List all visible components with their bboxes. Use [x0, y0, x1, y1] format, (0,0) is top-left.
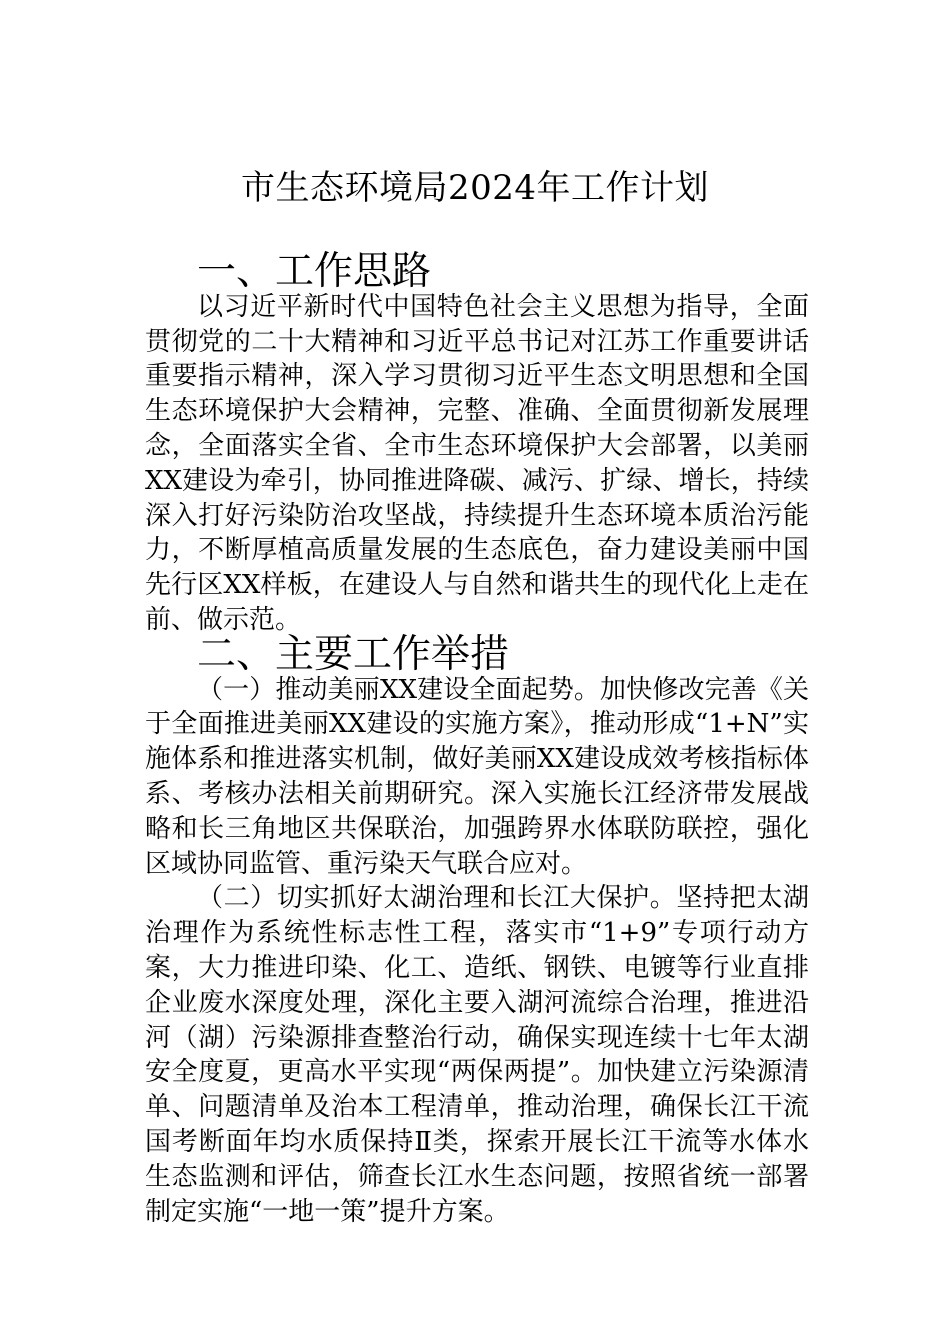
document-body — [145, 249, 809, 1229]
paragraph-measure-2: （二）切实抓好太湖治理和长江大保护。坚持把太湖治理作为系统性标志性工程，落实市“1+9”专项行动方案，大力推进印染、化工、造纸、钢铁、电镀等行业直排企业废水深度处理，深化主要入湖河流综合治理，推进沿河（湖）污染源排查整治行动，确保实现连续十七年太湖安全度夏，更高水平实现“两保两提”。加快建立污染源清单、问题清单及治本工程清单，推动治理，确保长江干流国考断面年均水质保持Ⅱ类，探索开展长江干流等水体水生态监测和评估，筛查长江水生态问题，按照省统一部署制定实施“一地一策”提升方案。 — [145, 883, 809, 1227]
paragraph-measure-1: （一）推动美丽XX建设全面起势。加快修改完善《关于全面推进美丽XX建设的实施方案》，推动形成“1+N”实施体系和推进落实机制，做好美丽XX建设成效考核指标体系、考核办法相关前期研究。深入实施长江经济带发展战略和长三角地区共保联治，加强跨界水体联防联控，强化区域协同监管、重污染天气联合应对。 — [145, 674, 809, 879]
section-heading-work-approach: 一、工作思路 — [197, 249, 432, 294]
document-title: 市生态环境局2024年工作计划 — [240, 168, 710, 208]
section-heading-main-measures: 二、主要工作举措 — [197, 631, 510, 677]
paragraph-work-approach: 以习近平新时代中国特色社会主义思想为指导，全面贯彻党的二十大精神和习近平总书记对江苏工作重要讲话重要指示精神，深入学习贯彻习近平生态文明思想和全国生态环境保护大会精神，完整、准确、全面贯彻新发展理念，全面落实全省、全市生态环境保护大会部署，以美丽XX建设为牵引，协同推进降碳、减污、扩绿、增长，持续深入打好污染防治攻坚战，持续提升生态环境本质治污能力，不断厚植高质量发展的生态底色，奋力建设美丽中国先行区XX样板，在建设人与自然和谐共生的现代化上走在前、做示范。 — [145, 291, 809, 635]
